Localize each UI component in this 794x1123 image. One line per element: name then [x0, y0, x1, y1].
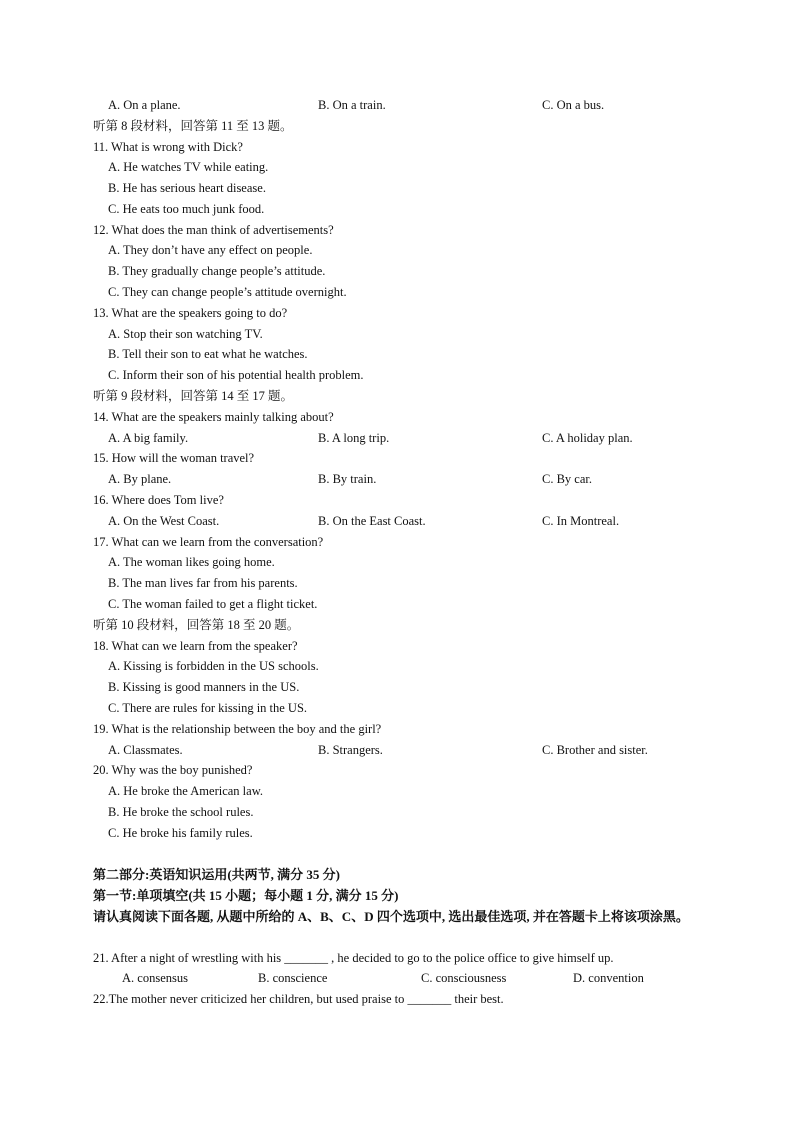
option-a: A. They don’t have any effect on people. [108, 243, 313, 257]
option-b: B. On the East Coast. [318, 514, 426, 528]
option-a: A. consensus [122, 971, 188, 985]
section-heading: 听第 9 段材料，回答第 14 至 17 题。 [93, 389, 294, 403]
option-c: C. There are rules for kissing in the US. [108, 701, 308, 715]
part-title: 第二部分:英语知识运用(共两节, 满分 35 分) [93, 867, 340, 882]
option-b: B. Kissing is good manners in the US. [108, 680, 300, 694]
option-a: A. Stop their son watching TV. [108, 327, 263, 341]
question-stem: 17. What can we learn from the conversation? [93, 535, 324, 549]
option-a: A. He broke the American law. [108, 784, 264, 798]
question-stem: 21. After a night of wrestling with his _______ , he decided to go to the police office to give himself up. [93, 951, 614, 965]
option-b: B. Strangers. [318, 743, 383, 757]
option-c: C. consciousness [421, 971, 507, 985]
section-heading: 听第 10 段材料，回答第 18 至 20 题。 [93, 618, 300, 632]
question-stem: 22.The mother never criticized her children, but used praise to _______ their best. [93, 992, 504, 1006]
option-a: A. He watches TV while eating. [108, 160, 269, 174]
option-b: B. By train. [318, 472, 377, 486]
option-b: B. On a train. [318, 98, 386, 112]
question-stem: 13. What are the speakers going to do? [93, 306, 288, 320]
section-title: 第一节:单项填空(共 15 小题；每小题 1 分, 满分 15 分) [93, 888, 399, 903]
option-c: C. By car. [542, 472, 592, 486]
option-c: C. A holiday plan. [542, 431, 633, 445]
question-stem: 12. What does the man think of advertisements? [93, 223, 334, 237]
option-c: C. They can change people’s attitude overnight. [108, 285, 347, 299]
option-c: C. Brother and sister. [542, 743, 648, 757]
question-stem: 18. What can we learn from the speaker? [93, 639, 298, 653]
option-b: B. They gradually change people’s attitude. [108, 264, 326, 278]
option-d: D. convention [573, 971, 644, 985]
option-c: C. In Montreal. [542, 514, 620, 528]
options-row [0, 511, 794, 532]
option-b: B. Tell their son to eat what he watches. [108, 347, 308, 361]
option-a: A. Classmates. [108, 743, 183, 757]
option-b: B. He broke the school rules. [108, 805, 254, 819]
option-b: B. conscience [258, 971, 328, 985]
q10-options-row [0, 95, 794, 116]
option-a: A. By plane. [108, 472, 172, 486]
option-a: A. The woman likes going home. [108, 555, 275, 569]
option-c: C. On a bus. [542, 98, 605, 112]
question-stem: 20. Why was the boy punished? [93, 763, 253, 777]
option-c: C. He broke his family rules. [108, 826, 253, 840]
option-a: A. On a plane. [108, 98, 181, 112]
option-c: C. The woman failed to get a flight ticket. [108, 597, 318, 611]
option-c: C. Inform their son of his potential health problem. [108, 368, 364, 382]
question-stem: 14. What are the speakers mainly talking about? [93, 410, 334, 424]
question-stem: 16. Where does Tom live? [93, 493, 224, 507]
question-stem: 19. What is the relationship between the boy and the girl? [93, 722, 382, 736]
option-a: A. A big family. [108, 431, 189, 445]
option-b: B. He has serious heart disease. [108, 181, 266, 195]
options-row [0, 428, 794, 449]
option-c: C. He eats too much junk food. [108, 202, 265, 216]
options-row [0, 968, 794, 989]
option-b: B. The man lives far from his parents. [108, 576, 298, 590]
option-b: B. A long trip. [318, 431, 390, 445]
options-row [0, 740, 794, 761]
question-stem: 11. What is wrong with Dick? [93, 140, 243, 154]
question-stem: 15. How will the woman travel? [93, 451, 255, 465]
section-heading: 听第 8 段材料，回答第 11 至 13 题。 [93, 119, 293, 133]
option-a: A. Kissing is forbidden in the US schools. [108, 659, 319, 673]
options-row [0, 469, 794, 490]
option-a: A. On the West Coast. [108, 514, 220, 528]
instructions: 请认真阅读下面各题, 从题中所给的 A、B、C、D 四个选项中, 选出最佳选项, 并在答题卡上将该项涂黑。 [93, 909, 689, 924]
